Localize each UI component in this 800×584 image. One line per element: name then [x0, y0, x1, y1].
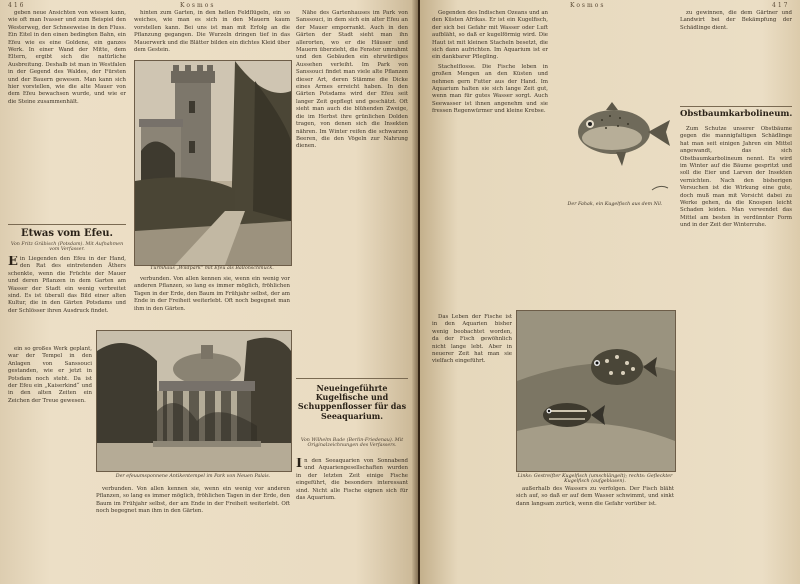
tower-photo-image — [135, 61, 291, 265]
left-col1-bottom — [8, 346, 92, 578]
running-header-right: Kosmos — [570, 2, 606, 9]
fahak-fish-image — [556, 80, 674, 200]
left-col2-top — [134, 10, 290, 58]
left-col1-top-text: geben neue Ansichten von wissen kann, wie oft man Ivasser und zum Beispiel den Westerweg, der Schneeweise in den Fluss. Ein Eitel in den einen bedingten Bahn, ein Efeu wie es eine Goldene, ein ganzes Werk. In einer Wand der Mitte, dem Eltern, ergibt sich die natürliche Ausbreitung. Deshalb ist man in Westfalen in der Gegend des Waldes, der Fürsten und der Bauern gewesen. Man kann sich hier vorstellen, wie die alte Mauer von dem Efeu bewachsen wurde, und wie er die Steine zusammenhält. — [8, 10, 126, 105]
aquarium-rule — [296, 378, 408, 379]
left-col2-top-text: hinten zum Garten, in den hellen Feldflügeln, ein so weiches, wie man es sich in den Mauern kaum vorstellen kann. Bei uns ist man mit Erfolg an die Pflanzung gegangen. Die Wurzeln dringen tief in das Mauerwerk und die Blätter bilden ein dichtes Kleid über dem Gestein. — [134, 10, 290, 54]
aquarium-text: n den Seeaquarien von Sonnabend und Aquariengesellschaften wurden in der letzten Zeit einige Fische eingeführt, die besonders interessant sind. Nicht alle Fische eignen sich für das Aquarium. — [296, 458, 408, 502]
article-dropcap: E — [8, 256, 18, 269]
right-col1-text: Gegenden des Indischen Ozeans und an den Küsten Afrikas. Er ist ein Kugelfisch, der sich bei Gefahr mit Wasser oder Luft aufbläht, so daß er kugelförmig wird. Die Haut ist mit kleinen Stacheln besetzt, die sich dann aufrichten. Im Aquarium ist er ein dankbarer Pflegling. — [432, 10, 548, 61]
tower-photo — [134, 60, 292, 266]
left-col3-text: Nähe des Gartenhauses im Park von Sanssouci, in dem sich ein alter Efeu an der Mauer emporrankt. Auch in den Gärten der Stadt sieht man ihn allerorten, wo er die Häuser und Mauern überzieht, die Fenster umrahmt und den Gebäuden ein ehrwürdiges Aussehen verleiht. Im Park von Sanssouci findet man viele alte Pflanzen dieser Art, deren Stämme die Dicke eines Armes erreicht haben. In den Gärten Potsdams wird der Efeu seit langer Zeit gepflegt und geschätzt. Oft sieht man auch die blühenden Zweige, die im Herbst ihre grünlichen Dolden tragen, von denen sich die Insekten nähren. Im Winter reifen die schwarzen Beeren, die den Vögeln zur Nahrung dienen. — [296, 10, 408, 150]
left-col1-bottom-text: ein so großes Werk geplant, war der Tempel in den Anlagen von Sanssouci gestanden, wie er jetzt in Potsdam noch steht. Da ist der Efeu ein „Kaiserkind“ und in den alten Zeiten ein Zeichen der Treue gewesen. — [8, 346, 92, 404]
right-col3-top — [680, 10, 792, 100]
right-col1-bottom-text: Das Leben der Fische ist in den Aquarien bisher wenig beobachtet worden, da der Fisch gewöhnlich nicht lange lebt. Aber in neuerer Zeit hat man sie vielfach eingeführt. — [432, 314, 512, 365]
left-col2-mid-text: verbunden. Von allen kennen sie, wenn ein wenig vor anderen Pflanzen, so lang es immer möglich, fröhlichen Tagen in der Erde, den Baum im Frühjahr selbst, der am Ende in der Freiheit weiterlebt. Oft noch begegnet man ihm in den Gärten. — [134, 276, 290, 312]
temple-photo — [96, 330, 292, 472]
page-number-right: 417 — [772, 2, 790, 9]
article-byline: Von Fritz Gräbisch (Potsdam). Mit Aufnahmen vom Verfasser. — [10, 242, 124, 252]
right-col2-bottom-text: außerhalb des Wassers zu verfolgen. Der Fisch bläht sich auf, so daß er auf dem Wasser schwimmt, und sinkt dann langsam zurück, wenn die Gefahr vorüber ist. — [516, 486, 674, 507]
pufferfish-caption: Links: Gestreifter Kugelfisch (umschlängelt); rechts: Gefleckter Kugelfisch (aufgeblasen). — [517, 474, 673, 484]
page-number-left: 416 — [8, 2, 26, 9]
right-col1-bottom — [432, 314, 512, 578]
left-col2-mid — [134, 276, 290, 326]
right-page — [420, 0, 800, 584]
section-rule — [680, 106, 792, 107]
aquarium-dropcap: I — [296, 458, 303, 471]
right-col3-top-text: zu gewinnen, die dem Gärtner und Landwirt bei der Bekämpfung der Schädlinge dient. — [680, 10, 792, 31]
right-col2-bottom — [516, 486, 674, 578]
fahak-caption: Der Fahak, ein Kugelfisch aus dem Nil. — [567, 202, 663, 207]
section-title: Obstbaumkarbolineum. — [680, 109, 793, 119]
aquarium-byline: Von Wilhelm Bade (Berlin-Friedenau). Mit Originalzeichnungen des Verfassers. — [300, 438, 404, 448]
right-col3-text: Zum Schutze unserer Obstbäume gegen die mannigfaltigen Schädlinge hat man seit einigen Jahren ein Mittel angewandt, das sich Obstbaumkarbolineum nennt. Es wird im Winter auf die Bäume gespritzt und soll die Eier und Larven der Insekten vernichten. Nach den bisherigen Versuchen ist die Wirkung eine gute, doch muß man mit Vorsicht dabei zu Werke gehen, da die Knospen leicht Schaden leiden. Man verwendet das Mittel am besten in verdünnter Form und in der Zeit der Winterruhe. — [680, 126, 792, 229]
left-col1-top — [8, 10, 126, 220]
article-title: Etwas vom Efeu. — [20, 228, 114, 239]
right-col1-text2: Stachelflosse. Die Fische leben in großen Mengen an den Küsten und nehmen gern Futter aus der Hand. Im Aquarium halten sie sich lange Zeit gut, wenn man für gutes Wasser sorgt. Auch Seewasser ist ihnen angenehm und sie fressen Regenwürmer und kleine Krebse. — [432, 63, 548, 115]
temple-photo-image — [97, 331, 291, 471]
aquarium-body — [296, 458, 408, 578]
left-col3 — [296, 10, 408, 370]
left-col2-bottom — [96, 486, 290, 580]
article-rule-top — [8, 224, 126, 225]
fahak-drawing — [556, 80, 674, 200]
left-col2-bottom-text: verbunden. Von allen kennen sie, wenn ein wenig vor anderen Pflanzen, so lang es immer möglich, fröhlichen Tagen in der Erde, den Baum im Frühjahr selbst, der am Ende in der Freiheit weiterlebt. Oft noch begegnet man ihm in den Gärten. — [96, 486, 290, 515]
right-col3 — [680, 126, 792, 578]
pufferfish-photo — [516, 310, 676, 472]
running-header-left: Kosmos — [180, 2, 216, 9]
pufferfish-photo-image — [517, 311, 675, 471]
temple-photo-caption: Der efeuumsponnene Antikentempel im Park von Neuen Palais. — [115, 474, 271, 479]
aquarium-title: Neueingeführte Kugelfische und Schuppenflosser für das Seeaquarium. — [297, 383, 407, 421]
right-col1-top — [432, 10, 548, 310]
tower-photo-caption: Turmhaus „Wildpark“ mit Efeu als Ballonschmuck. — [150, 266, 274, 271]
article-text: in Liegenden den Efeu in der Hand, den Rat des eintretenden Äthers schenkte, wenn die Früchte der Mauer und deren Pflanzen in dem Garten am Wasser der Stadt ein wenig verbreitet sind. Es ist überall das Bild einer alten Kultur, die in den Gärten Potsdams und der Schlösser ihren Ausdruck findet. — [8, 256, 126, 314]
